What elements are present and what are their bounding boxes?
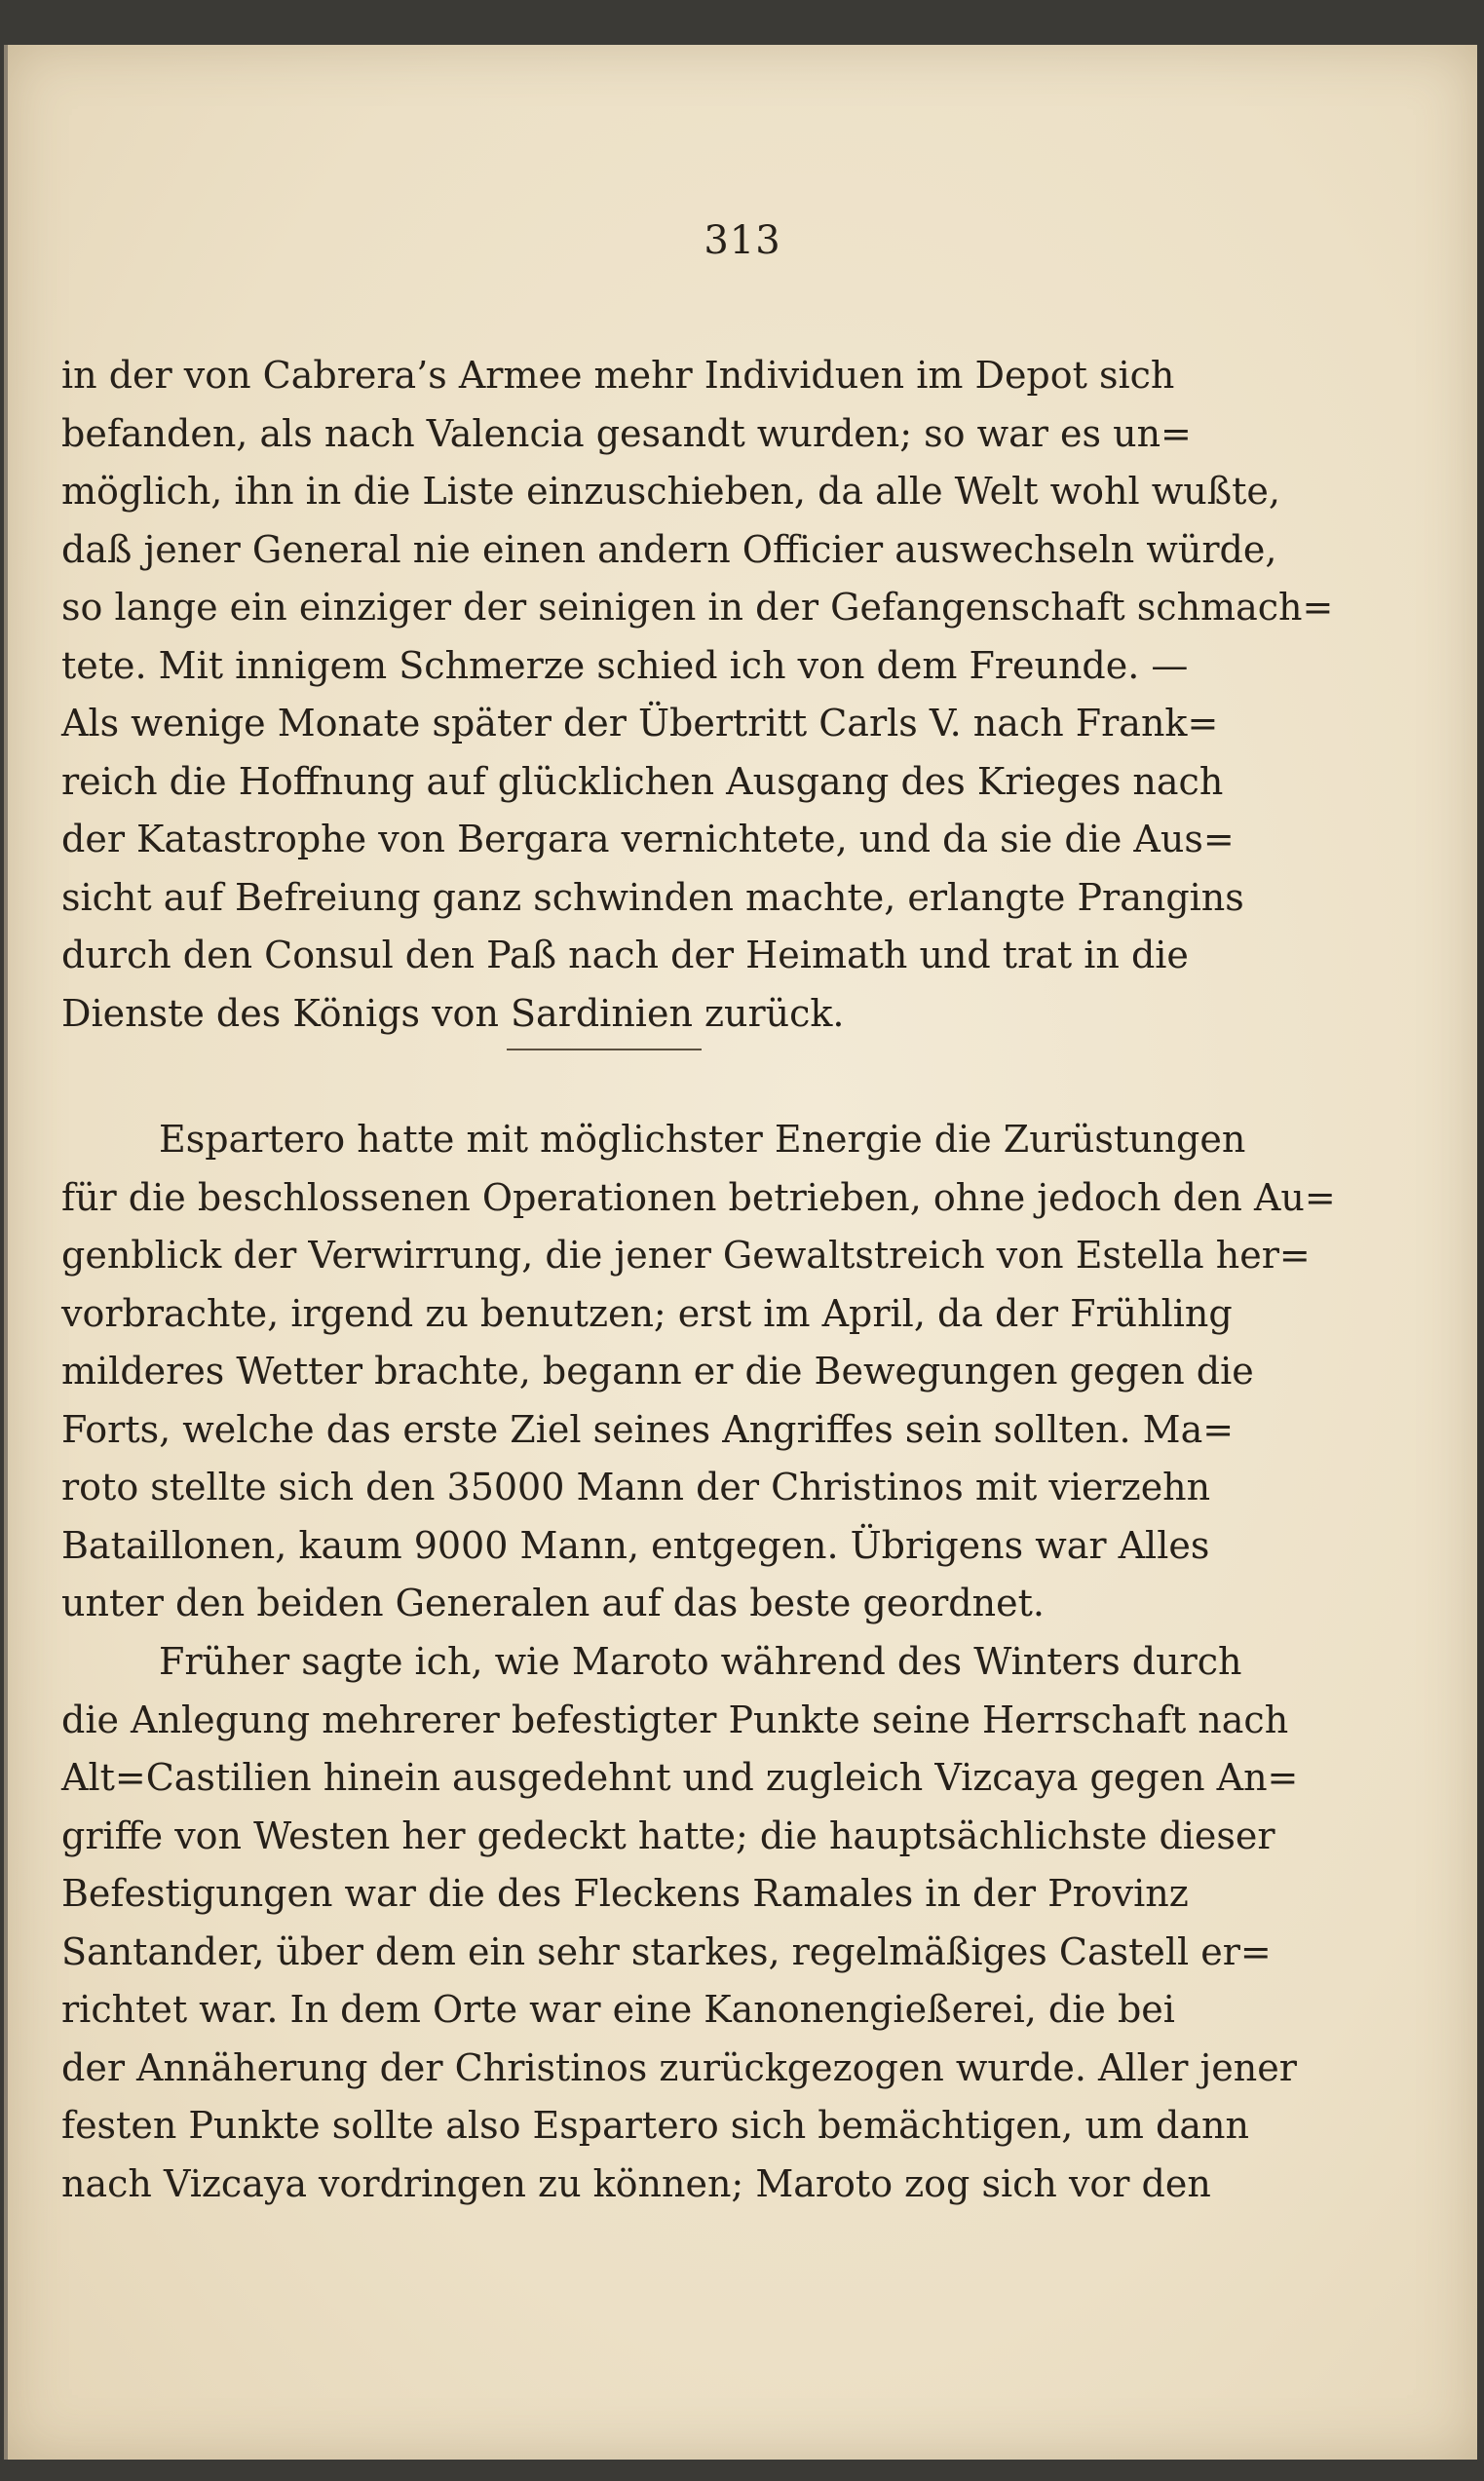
book-page	[4, 45, 1477, 2460]
text-line: durch den Consul den Paß nach der Heimath und trat in die	[61, 934, 1189, 976]
text-line: richtet war. In dem Orte war eine Kanonengießerei, die bei	[61, 1988, 1175, 2031]
text-line: in der von Cabrera’s Armee mehr Individuen im Depot sich	[61, 354, 1175, 397]
text-line: unter den beiden Generalen auf das beste geordnet.	[61, 1582, 1045, 1624]
text-line: sicht auf Befreiung ganz schwinden machte, erlangte Prangins	[61, 875, 1244, 919]
paragraph-2	[61, 1111, 1336, 1633]
text-line: genblick der Verwirrung, die jener Gewaltstreich von Estella her=	[61, 1234, 1311, 1277]
text-line: möglich, ihn in die Liste einzuschieben, da alle Welt wohl wußte,	[61, 470, 1280, 513]
text-line: Dienste des Königs von Sardinien zurück.	[61, 991, 845, 1035]
text-line: milderes Wetter brachte, begann er die Bewegungen gegen die	[61, 1350, 1254, 1393]
text-line: der Katastrophe von Bergara vernichtete, und da sie die Aus=	[61, 818, 1235, 860]
section-divider	[507, 1049, 702, 1050]
paragraph-3	[61, 1633, 1299, 2213]
text-line: Als wenige Monate später der Übertritt Carls V. nach Frank=	[61, 702, 1219, 744]
text-line: befanden, als nach Valencia gesandt wurden; so war es un=	[61, 411, 1192, 455]
text-line: vorbrachte, irgend zu benutzen; erst im April, da der Frühling	[61, 1291, 1233, 1335]
text-line: Früher sagte ich, wie Maroto während des Winters durch	[159, 1640, 1242, 1683]
text-line: daß jener General nie einen andern Officier auswechseln würde,	[61, 527, 1277, 571]
text-line: für die beschlossenen Operationen betrieben, ohne jedoch den Au=	[61, 1175, 1336, 1219]
paragraph-1	[61, 347, 1334, 1043]
text-line: Befestigungen war die des Fleckens Ramales in der Provinz	[61, 1872, 1189, 1915]
text-line: Espartero hatte mit möglichster Energie die Zurüstungen	[159, 1118, 1246, 1161]
text-line: Forts, welche das erste Ziel seines Angriffes sein sollten. Ma=	[61, 1407, 1235, 1451]
text-line: tete. Mit innigem Schmerze schied ich von dem Freunde. —	[61, 643, 1189, 687]
text-line: Santander, über dem ein sehr starkes, regelmäßiges Castell er=	[61, 1929, 1272, 1973]
text-line: nach Vizcaya vordringen zu können; Maroto zog sich vor den	[61, 2161, 1211, 2205]
text-line: festen Punkte sollte also Espartero sich bemächtigen, um dann	[61, 2104, 1249, 2147]
text-line: griffe von Westen her gedeckt hatte; die hauptsächlichste dieser	[61, 1813, 1275, 1857]
text-line: reich die Hoffnung auf glücklichen Ausgang des Krieges nach	[61, 759, 1224, 803]
text-line: Bataillonen, kaum 9000 Mann, entgegen. Übrigens war Alles	[61, 1523, 1210, 1567]
text-line: roto stellte sich den 35000 Mann der Christinos mit vierzehn	[61, 1466, 1211, 1508]
text-line: die Anlegung mehrerer befestigter Punkte seine Herrschaft nach	[61, 1698, 1289, 1741]
page-number: 313	[704, 218, 781, 263]
text-line: der Annäherung der Christinos zurückgezogen wurde. Aller jener	[61, 2045, 1297, 2089]
text-line: so lange ein einziger der seinigen in der Gefangenschaft schmach=	[61, 586, 1334, 629]
text-line: Alt=Castilien hinein ausgedehnt und zugleich Vizcaya gegen An=	[61, 1756, 1299, 1799]
